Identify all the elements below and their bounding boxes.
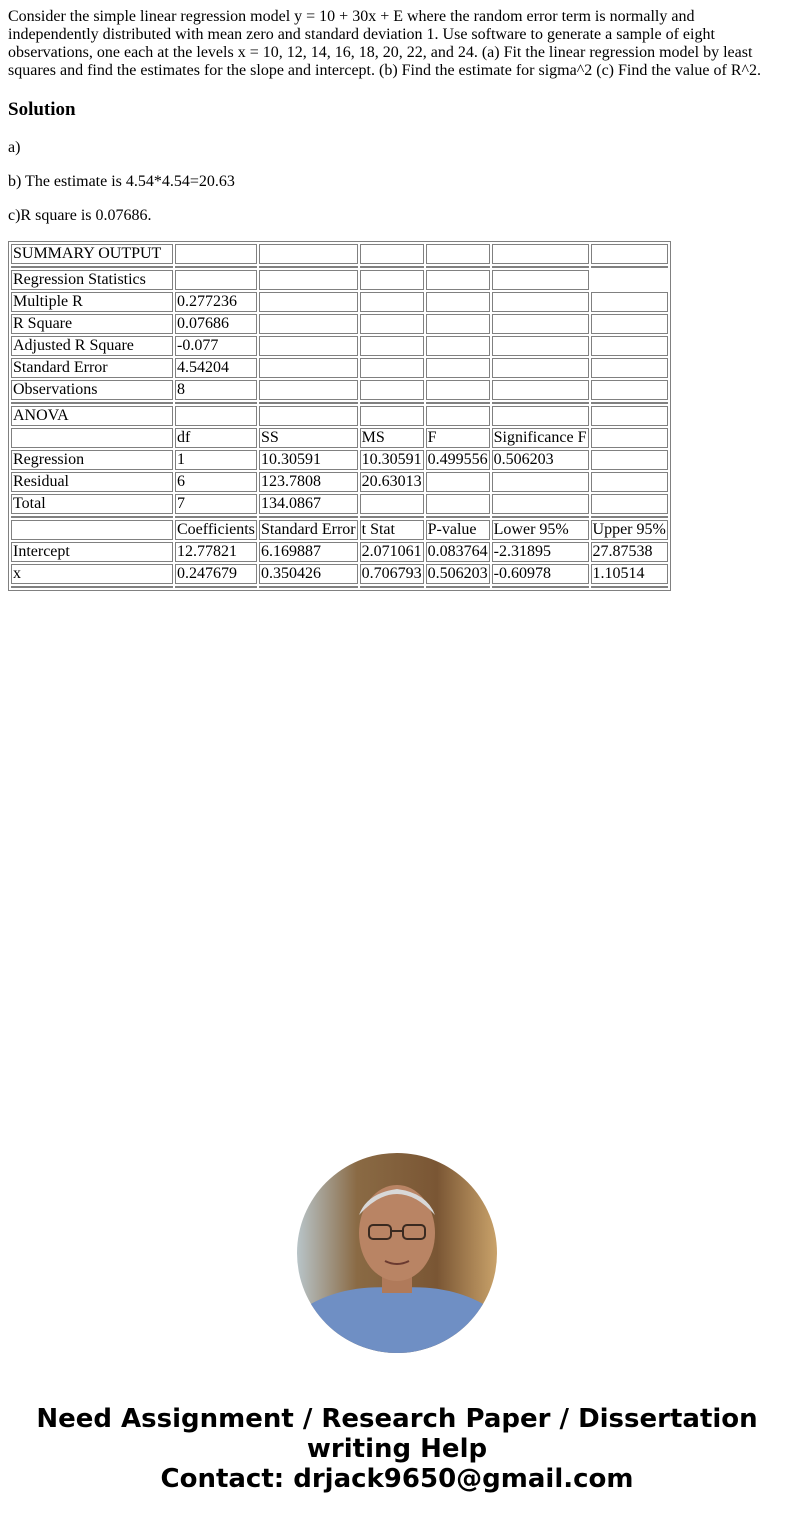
table-row: Intercept 12.77821 6.169887 2.071061 0.083764 -2.31895 27.87538 xyxy=(11,542,668,562)
table-row xyxy=(11,314,668,334)
stat-label: Adjusted R Square xyxy=(11,336,173,356)
table-row xyxy=(11,358,668,378)
section-divider xyxy=(11,586,668,588)
column-header: Upper 95% xyxy=(592,521,666,538)
stat-value: 0.277236 xyxy=(175,292,257,312)
stat-value: -0.077 xyxy=(175,336,257,356)
summary-title: SUMMARY OUTPUT xyxy=(11,244,173,264)
section-divider xyxy=(11,266,668,268)
row-label: Intercept xyxy=(11,542,173,562)
row-label: Regression xyxy=(11,450,173,470)
stat-value: 0.07686 xyxy=(175,314,257,334)
table-row: x 0.247679 0.350426 0.706793 0.506203 -0.60978 1.10514 xyxy=(11,564,668,584)
row-label: Residual xyxy=(11,472,173,492)
solution-heading: Solution xyxy=(8,99,76,120)
table-row xyxy=(11,292,668,312)
column-header: SS xyxy=(259,428,358,448)
avatar xyxy=(297,1153,497,1353)
stat-label: Multiple R xyxy=(11,292,173,312)
column-header: df xyxy=(175,428,257,448)
column-header: P-value xyxy=(426,520,490,540)
row-label: Total xyxy=(11,494,173,514)
summary-title-row xyxy=(11,244,668,264)
coefficients-columns-row xyxy=(11,520,668,540)
column-header: Lower 95% xyxy=(492,520,589,540)
regression-summary-table xyxy=(8,241,671,591)
anova-columns-row xyxy=(11,428,668,448)
stat-label: R Square xyxy=(11,314,173,334)
column-header: Standard Error xyxy=(261,521,356,538)
row-label: x xyxy=(11,564,173,584)
regression-statistics-header: Regression Statistics xyxy=(11,270,173,290)
table-row: Regression 1 10.30591 10.30591 0.499556 0.506203 xyxy=(11,450,668,470)
answer-a: a) xyxy=(8,139,21,156)
column-header: t Stat xyxy=(360,520,424,540)
column-header: Coefficients xyxy=(175,520,257,540)
table-row xyxy=(11,380,668,400)
anova-header: ANOVA xyxy=(11,406,173,426)
column-header: F xyxy=(426,428,490,448)
column-header: MS xyxy=(360,428,424,448)
regression-statistics-header-row xyxy=(11,270,668,290)
column-header: Significance F xyxy=(493,429,587,446)
stat-label: Observations xyxy=(11,380,173,400)
promo-line-1: Need Assignment / Research Paper / Dissertation xyxy=(36,1404,758,1434)
anova-header-row xyxy=(11,406,668,426)
promo-line-2: writing Help xyxy=(306,1434,488,1464)
stat-value: 4.54204 xyxy=(175,358,257,378)
stat-value: 8 xyxy=(175,380,257,400)
question-text: Consider the simple linear regression model y = 10 + 30x + E where the random error term is normally and independently distributed with mean zero and standard deviation 1. Use software to generate a sample of eight observations, one each at the levels x = 10, 12, 14, 16, 18, 20, 22, and 24. (a) Fit the linear regression model by least squares and find the estimates for the slope and intercept. (b) Find the estimate for sigma^2 (c) Find the value of R^2. xyxy=(8,8,762,79)
table-row: Residual 6 123.7808 20.63013 xyxy=(11,472,668,492)
table-row xyxy=(11,336,668,356)
table-row: Total 7 134.0867 xyxy=(11,494,668,514)
answer-c: c)R square is 0.07686. xyxy=(8,207,152,224)
answer-b: b) The estimate is 4.54*4.54=20.63 xyxy=(8,173,235,190)
section-divider xyxy=(11,516,668,518)
stat-label: Standard Error xyxy=(11,358,173,378)
section-divider xyxy=(11,402,668,404)
promo-banner xyxy=(0,1404,794,1494)
promo-contact: Contact: drjack9650@gmail.com xyxy=(160,1464,634,1494)
